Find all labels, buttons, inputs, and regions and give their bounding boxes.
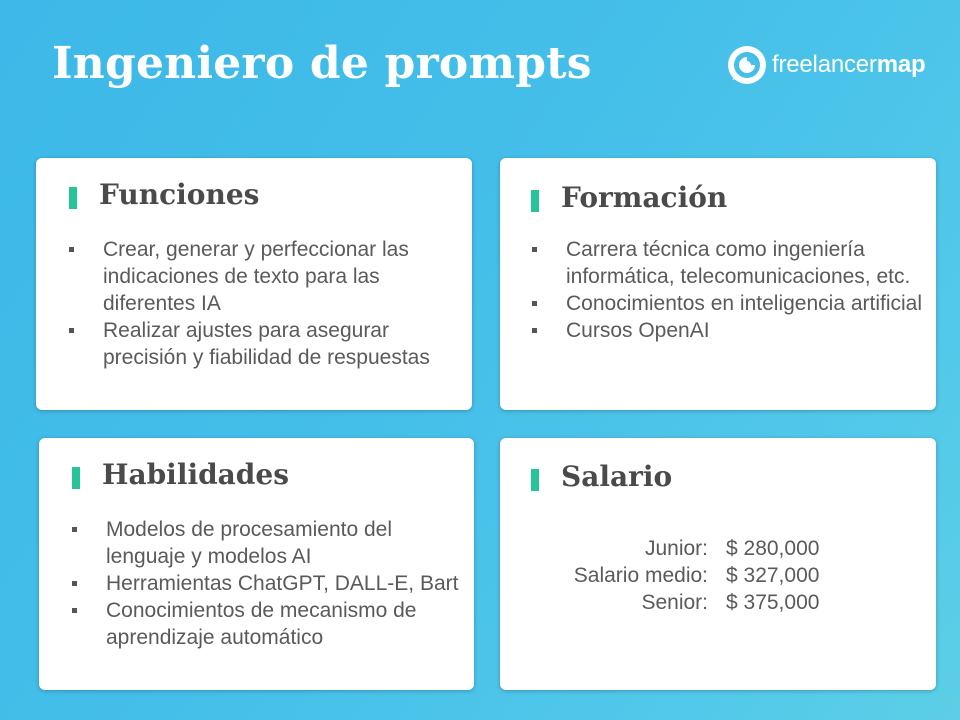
list-item — [532, 236, 932, 290]
card-title-funciones: Funciones — [99, 178, 260, 211]
salary-row-senior — [556, 589, 819, 616]
card-title-habilidades: Habilidades — [102, 458, 289, 491]
list-item-text: Carrera técnica como ingeniería informática, telecomunicaciones, etc. — [566, 238, 911, 288]
logo-text-light: freelancer — [772, 51, 877, 78]
logo-text-bold: map — [876, 51, 926, 78]
bullet-icon — [532, 328, 537, 333]
list-item-text: Cursos OpenAI — [566, 319, 710, 342]
formacion-list — [532, 236, 932, 344]
list-item — [72, 516, 467, 570]
bullet-icon — [532, 301, 537, 306]
salary-row-junior — [556, 535, 819, 562]
salary-value: $ 375,000 — [726, 591, 820, 614]
card-header — [69, 178, 259, 211]
list-item-text: Realizar ajustes para asegurar precisión y fiabilidad de respuestas — [103, 319, 430, 369]
funciones-list — [69, 236, 469, 371]
freelancermap-logo-icon — [726, 44, 768, 86]
list-item — [532, 317, 932, 344]
freelancermap-logo — [726, 44, 925, 86]
bullet-icon — [69, 328, 74, 333]
salary-label: Salario medio: — [573, 564, 708, 587]
list-item — [72, 597, 467, 651]
habilidades-list — [72, 516, 467, 651]
card-funciones — [36, 158, 472, 410]
list-item-text: Conocimientos en inteligencia artificial — [566, 292, 923, 315]
logo-wordmark — [772, 51, 925, 79]
accent-bar — [531, 469, 539, 491]
bullet-icon — [69, 247, 74, 252]
salary-row-medio — [556, 562, 819, 589]
card-title-formacion: Formación — [561, 181, 728, 214]
card-title-salario: Salario — [561, 460, 673, 493]
list-item — [69, 317, 469, 371]
card-salario — [500, 438, 936, 690]
list-item-text: Crear, generar y perfeccionar las indicaciones de texto para las diferentes IA — [103, 238, 409, 315]
list-item-text: Herramientas ChatGPT, DALL-E, Bart — [106, 572, 459, 595]
accent-bar — [531, 190, 539, 212]
salary-label: Junior: — [644, 537, 708, 560]
bullet-icon — [72, 608, 77, 613]
bullet-icon — [72, 581, 77, 586]
accent-bar — [69, 187, 77, 209]
page-title: Ingeniero de prompts — [52, 38, 592, 89]
bullet-icon — [72, 527, 77, 532]
card-header — [72, 458, 289, 491]
salary-value: $ 280,000 — [726, 537, 820, 560]
list-item — [69, 236, 469, 317]
card-habilidades — [39, 438, 474, 690]
accent-bar — [72, 467, 80, 489]
list-item-text: Modelos de procesamiento del lenguaje y modelos AI — [106, 518, 393, 568]
list-item — [532, 290, 932, 317]
bullet-icon — [532, 247, 537, 252]
card-header — [531, 181, 727, 214]
list-item-text: Conocimientos de mecanismo de aprendizaje automático — [106, 599, 417, 649]
salary-value: $ 327,000 — [726, 564, 820, 587]
list-item — [72, 570, 467, 597]
salary-label: Senior: — [641, 591, 708, 614]
card-formacion — [500, 158, 936, 410]
card-header — [531, 460, 672, 493]
salary-table — [556, 535, 819, 616]
